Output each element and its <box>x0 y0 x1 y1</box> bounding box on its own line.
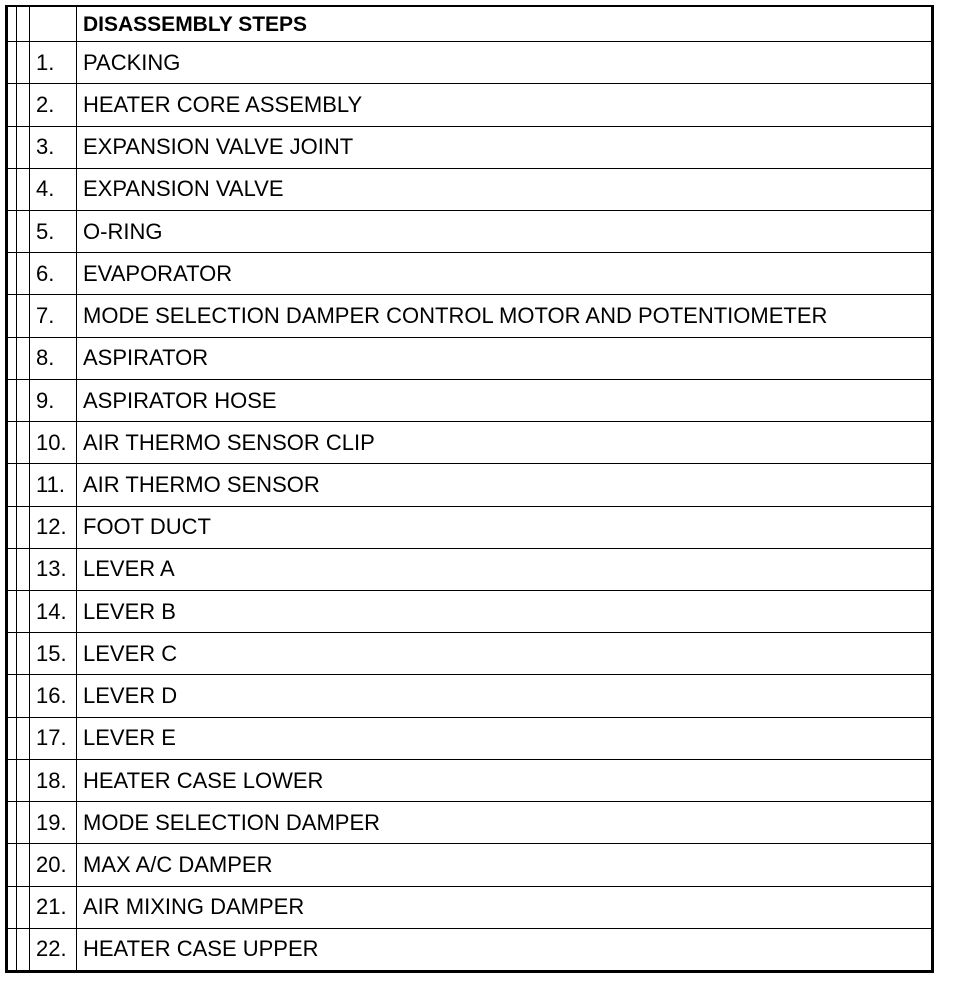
step-number: 20. <box>30 844 77 886</box>
step-number: 13. <box>30 548 77 590</box>
margin-cell-b <box>17 886 30 928</box>
step-number: 14. <box>30 591 77 633</box>
step-text: LEVER E <box>77 717 932 759</box>
step-text: EXPANSION VALVE <box>77 168 932 210</box>
table-row <box>8 506 931 548</box>
margin-cell-b <box>17 84 30 126</box>
step-number: 11. <box>30 464 77 506</box>
margin-cell-b <box>17 379 30 421</box>
table-row <box>8 633 931 675</box>
step-text: MODE SELECTION DAMPER <box>77 802 932 844</box>
step-text: MAX A/C DAMPER <box>77 844 932 886</box>
margin-cell-b <box>17 211 30 253</box>
margin-cell-a <box>8 7 17 42</box>
step-text: LEVER D <box>77 675 932 717</box>
step-text: MODE SELECTION DAMPER CONTROL MOTOR AND POTENTIOMETER <box>77 295 932 337</box>
step-number: 8. <box>30 337 77 379</box>
margin-cell-b <box>17 506 30 548</box>
margin-cell-b <box>17 126 30 168</box>
step-text: HEATER CASE LOWER <box>77 759 932 801</box>
margin-cell-a <box>8 886 17 928</box>
step-number: 22. <box>30 928 77 970</box>
step-number: 15. <box>30 633 77 675</box>
table-row <box>8 337 931 379</box>
table-row <box>8 379 931 421</box>
step-number: 7. <box>30 295 77 337</box>
step-text: O-RING <box>77 211 932 253</box>
margin-cell-b <box>17 168 30 210</box>
step-text: EVAPORATOR <box>77 253 932 295</box>
step-text: PACKING <box>77 42 932 84</box>
table-row <box>8 675 931 717</box>
step-text: FOOT DUCT <box>77 506 932 548</box>
margin-cell-a <box>8 675 17 717</box>
step-number: 1. <box>30 42 77 84</box>
margin-cell-a <box>8 928 17 970</box>
margin-cell-a <box>8 84 17 126</box>
table-row <box>8 42 931 84</box>
margin-cell-a <box>8 337 17 379</box>
margin-cell-a <box>8 126 17 168</box>
margin-cell-b <box>17 548 30 590</box>
margin-cell-b <box>17 717 30 759</box>
steps-table-body <box>8 7 931 970</box>
step-text: AIR THERMO SENSOR <box>77 464 932 506</box>
table-row <box>8 168 931 210</box>
table-row <box>8 126 931 168</box>
table-row <box>8 253 931 295</box>
margin-cell-b <box>17 844 30 886</box>
margin-cell-a <box>8 633 17 675</box>
table-row <box>8 759 931 801</box>
table-row <box>8 591 931 633</box>
margin-cell-b <box>17 675 30 717</box>
step-number: 19. <box>30 802 77 844</box>
table-row <box>8 464 931 506</box>
step-text: LEVER B <box>77 591 932 633</box>
margin-cell-a <box>8 548 17 590</box>
step-number: 12. <box>30 506 77 548</box>
step-number: 10. <box>30 422 77 464</box>
margin-cell-b <box>17 7 30 42</box>
step-text: HEATER CASE UPPER <box>83 936 319 962</box>
step-number: 2. <box>30 84 77 126</box>
table-row <box>8 84 931 126</box>
margin-cell-a <box>8 844 17 886</box>
step-number: 4. <box>30 168 77 210</box>
step-number: 3. <box>30 126 77 168</box>
margin-cell-b <box>17 253 30 295</box>
margin-cell-b <box>17 591 30 633</box>
step-text: HEATER CORE ASSEMBLY <box>77 84 932 126</box>
margin-cell-a <box>8 464 17 506</box>
margin-cell-a <box>8 295 17 337</box>
margin-cell-a <box>8 379 17 421</box>
disassembly-steps-table <box>5 5 934 973</box>
margin-cell-b <box>17 802 30 844</box>
step-text: LEVER C <box>77 633 932 675</box>
margin-cell-a <box>8 253 17 295</box>
table-row <box>8 844 931 886</box>
margin-cell-a <box>8 759 17 801</box>
table-row <box>8 928 931 970</box>
step-text: ASPIRATOR HOSE <box>77 379 932 421</box>
margin-cell-b <box>17 633 30 675</box>
margin-cell-a <box>8 717 17 759</box>
margin-cell-a <box>8 506 17 548</box>
table-row <box>8 802 931 844</box>
margin-cell-b <box>17 464 30 506</box>
step-number: 6. <box>30 253 77 295</box>
table-row <box>8 886 931 928</box>
margin-cell-b <box>17 295 30 337</box>
margin-cell-b <box>17 928 30 970</box>
step-number: 5. <box>30 211 77 253</box>
step-text: AIR THERMO SENSOR CLIP <box>77 422 932 464</box>
step-number: 17. <box>30 717 77 759</box>
margin-cell-b <box>17 42 30 84</box>
step-text: LEVER A <box>77 548 932 590</box>
step-text: ASPIRATOR <box>77 337 932 379</box>
margin-cell-b <box>17 337 30 379</box>
step-text: AIR MIXING DAMPER <box>77 886 932 928</box>
step-text: EXPANSION VALVE JOINT <box>77 126 932 168</box>
table-header-row <box>8 7 931 42</box>
step-number: 21. <box>30 886 77 928</box>
margin-cell-a <box>8 802 17 844</box>
table-row <box>8 211 931 253</box>
margin-cell-a <box>8 211 17 253</box>
margin-cell-b <box>17 759 30 801</box>
margin-cell-a <box>8 168 17 210</box>
margin-cell-a <box>8 42 17 84</box>
margin-cell-a <box>8 591 17 633</box>
table-row <box>8 548 931 590</box>
margin-cell-b <box>17 422 30 464</box>
table-row <box>8 295 931 337</box>
step-number: 16. <box>30 675 77 717</box>
table-title: DISASSEMBLY STEPS <box>77 7 932 42</box>
margin-cell-a <box>8 422 17 464</box>
step-number: 9. <box>30 379 77 421</box>
header-number-cell <box>30 7 77 42</box>
steps-table <box>8 7 931 970</box>
step-number: 18. <box>30 759 77 801</box>
table-row <box>8 422 931 464</box>
table-row <box>8 717 931 759</box>
